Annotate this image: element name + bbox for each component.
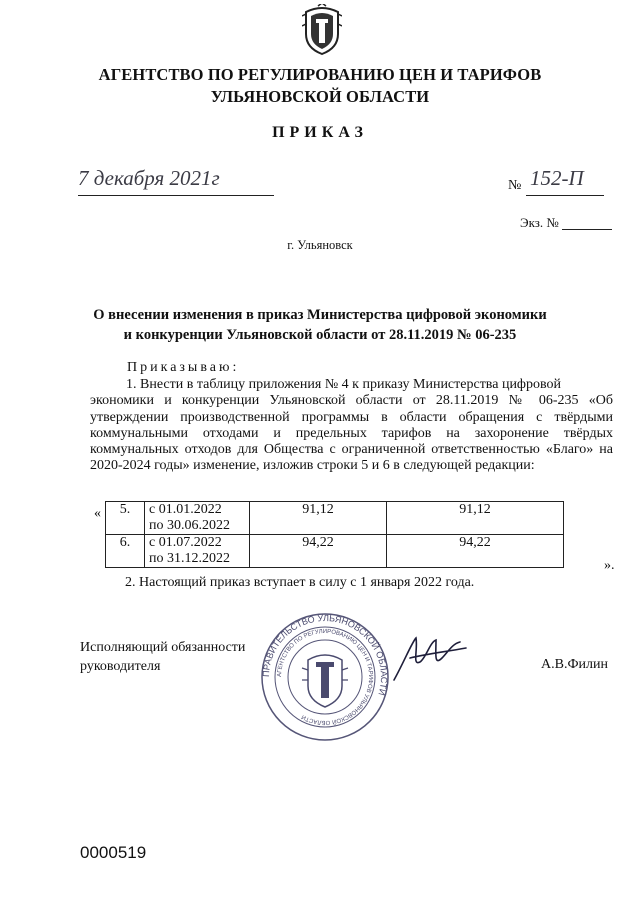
agency-name — [0, 64, 640, 108]
number-underline — [526, 195, 604, 196]
signatory-name: А.В.Филин — [541, 657, 608, 672]
signatory-title-line-2: руководителя — [80, 659, 161, 674]
number-sign: № — [508, 178, 522, 193]
period-to: по 31.12.2022 — [149, 551, 230, 566]
signatory-title-line-1: Исполняющий обязанности — [80, 640, 246, 655]
document-code: 0000519 — [80, 843, 147, 862]
period-from: с 01.07.2022 — [149, 535, 222, 550]
document-type: ПРИКАЗ — [272, 124, 368, 141]
order-number: 152-П — [530, 166, 584, 190]
quote-open: « — [94, 506, 101, 521]
tariff-value-b: 91,12 — [387, 502, 564, 535]
paragraph-2: 2. Настоящий приказ вступает в силу с 1 января 2022 года. — [125, 575, 475, 590]
row-number: 6. — [106, 535, 145, 568]
period-cell — [145, 535, 250, 568]
agency-line-2: УЛЬЯНОВСКОЙ ОБЛАСТИ — [210, 87, 430, 106]
agency-line-1: АГЕНТСТВО ПО РЕГУЛИРОВАНИЮ ЦЕН И ТАРИФОВ — [98, 65, 542, 84]
subject-line-1: О внесении изменения в приказ Министерства цифровой экономики — [93, 307, 547, 323]
period-to: по 30.06.2022 — [149, 518, 230, 533]
copy-number-label: Экз. № — [520, 215, 559, 230]
table-row — [106, 535, 564, 568]
paragraph-1-first-line: 1. Внести в таблицу приложения № 4 к приказу Министерства цифровой — [126, 377, 562, 392]
order-subject — [0, 305, 640, 345]
table-row — [106, 502, 564, 535]
stamp-inner-text: АГЕНТСТВО ПО РЕГУЛИРОВАНИЮ ЦЕН И ТАРИФОВ УЛЬЯНОВСКОЙ ОБЛАСТИ — [276, 628, 374, 726]
tariff-value-a: 94,22 — [250, 535, 387, 568]
tariff-value-b: 94,22 — [387, 535, 564, 568]
preamble: Приказываю: — [127, 360, 240, 375]
date-underline — [78, 195, 274, 196]
copy-number-underline — [562, 229, 612, 230]
tariff-value-a: 91,12 — [250, 502, 387, 535]
row-number: 5. — [106, 502, 145, 535]
subject-line-2: и конкуренции Ульяновской области от 28.11.2019 № 06-235 — [123, 327, 517, 343]
paragraph-1-text: экономики и конкуренции Ульяновской области от 28.11.2019 № 06-235 «Об утверждении производственной программы в области обращения с твёрдыми коммунальными отходами и предельных тарифов на захоронение твёрдых коммунальных отходов для Общества с ограниченной ответственностью «Благо» на 2020-2024 годы» изменение, изложив строки 5 и 6 в следующей редакции: — [90, 393, 613, 474]
period-from: с 01.01.2022 — [149, 502, 222, 517]
order-date: 7 декабря 2021г — [78, 166, 220, 190]
official-stamp — [260, 612, 390, 742]
handwritten-signature — [390, 632, 470, 687]
paragraph-1 — [90, 377, 613, 475]
stamp-emblem-icon — [302, 655, 348, 707]
quote-close: ». — [604, 558, 615, 573]
signatory-title — [80, 638, 245, 676]
tariff-table — [105, 501, 564, 568]
city: г. Ульяновск — [287, 238, 353, 252]
stamp-outer-text: ПРАВИТЕЛЬСТВО УЛЬЯНОВСКОЙ ОБЛАСТИ — [260, 612, 390, 697]
coat-of-arms-emblem — [302, 4, 342, 56]
period-cell — [145, 502, 250, 535]
